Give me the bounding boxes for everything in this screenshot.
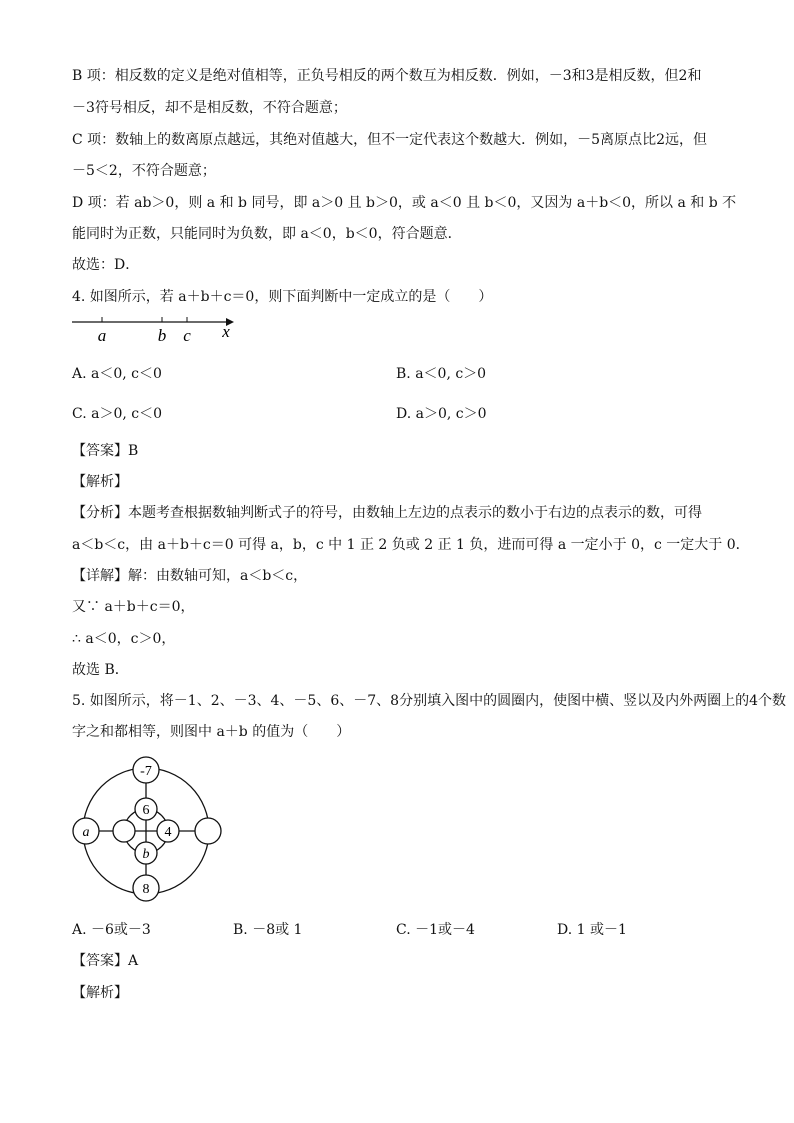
label-b: b bbox=[157, 326, 167, 345]
q4-option-b: B. a＜0, c＞0 bbox=[396, 366, 487, 382]
q4-option-c: C. a＞0, c＜0 bbox=[72, 406, 163, 422]
q4-analysis-line: 【详解】解：由数轴可知，a＜b＜c， bbox=[72, 568, 308, 584]
number-line-figure bbox=[70, 313, 240, 347]
circle-figure bbox=[68, 754, 228, 906]
circle-right bbox=[195, 818, 221, 844]
text-line: 能同时为正数，只能同时为负数，即 a＜0，b＜0，符合题意． bbox=[72, 226, 462, 242]
text-line: C 项：数轴上的数离原点越远，其绝对值越大，但不一定代表这个数越大．例如，－5离原点比2远，但 bbox=[72, 132, 707, 148]
q5-answer: 【答案】A bbox=[72, 953, 139, 969]
question-4-stem: 4. 如图所示，若 a＋b＋c＝0，则下面判断中一定成立的是（ ） bbox=[72, 289, 493, 305]
text-line: B 项：相反数的定义是绝对值相等，正负号相反的两个数互为相反数．例如，－3和3是相反数，但2和 bbox=[72, 68, 702, 84]
q5-analysis-title: 【解析】 bbox=[72, 985, 128, 1001]
question-5-stem: 字之和都相等，则图中 a＋b 的值为（ ） bbox=[72, 724, 351, 740]
q5-option-d: D. 1 或－1 bbox=[557, 922, 627, 938]
q4-option-a: A. a＜0, c＜0 bbox=[72, 366, 162, 382]
value-inner-bottom: b bbox=[142, 847, 150, 862]
q4-analysis-line: 又∵ a＋b＋c＝0， bbox=[72, 599, 195, 615]
question-5-stem: 5. 如图所示，将－1、2、－3、4、－5、6、－7、8分别填入图中的圆圈内，使图中横、竖以及内外两圈上的4个数 bbox=[72, 693, 786, 709]
text-line: －5＜2，不符合题意； bbox=[72, 163, 216, 179]
q4-analysis-line: a＜b＜c，由 a＋b＋c＝0 可得 a，b，c 中 1 正 2 负或 2 正 1 负，进而可得 a 一定小于 0，c 一定大于 0． bbox=[72, 537, 750, 553]
q4-analysis-line: 【分析】本题考查根据数轴判断式子的符号，由数轴上左边的点表示的数小于右边的点表示的数，可得 bbox=[72, 505, 702, 521]
value-top: -7 bbox=[140, 764, 152, 779]
value-left: a bbox=[82, 825, 90, 840]
q4-answer: 【答案】B bbox=[72, 443, 139, 459]
text-line: －3符号相反，却不是相反数，不符合题意； bbox=[72, 100, 347, 116]
q5-option-b: B. －8或 1 bbox=[233, 922, 303, 938]
q4-analysis-line: 故选 B． bbox=[72, 662, 129, 678]
value-inner-top: 6 bbox=[142, 803, 150, 818]
value-bottom: 8 bbox=[142, 882, 150, 897]
q5-option-c: C. －1或－4 bbox=[396, 922, 475, 938]
label-a: a bbox=[97, 326, 107, 345]
text-line: D 项：若 ab＞0，则 a 和 b 同号，即 a＞0 且 b＞0，或 a＜0 且 b＜0，又因为 a＋b＜0，所以 a 和 b 不 bbox=[72, 195, 737, 211]
q4-analysis-line: ∴ a＜0，c＞0， bbox=[72, 631, 176, 647]
q4-analysis-title: 【解析】 bbox=[72, 474, 128, 490]
label-c: c bbox=[183, 326, 191, 345]
q4-option-d: D. a＞0, c＞0 bbox=[396, 406, 487, 422]
value-inner-right: 4 bbox=[164, 825, 172, 840]
label-x: x bbox=[222, 322, 230, 341]
q5-option-a: A. －6或－3 bbox=[72, 922, 151, 938]
text-line: 故选：D． bbox=[72, 257, 140, 273]
circle-inner-left bbox=[113, 820, 135, 842]
